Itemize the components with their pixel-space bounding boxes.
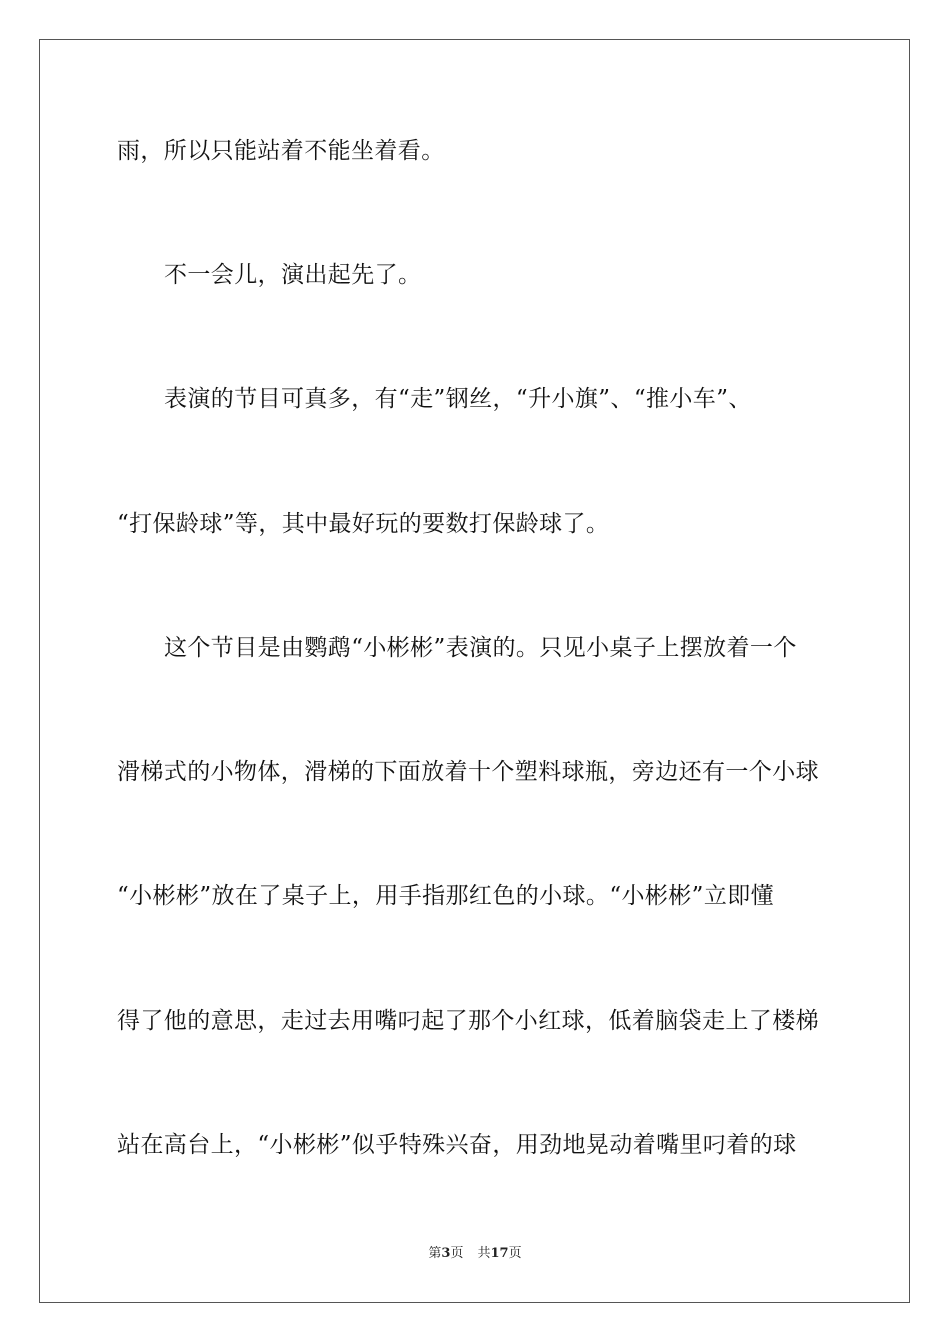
text-line-5: 这个节目是由鹦鹉“小彬彬”表演的。只见小桌子上摆放着一个 (164, 635, 797, 661)
text-line-1: 雨，所以只能站着不能坐着看。 (117, 138, 445, 164)
text-line-9: 站在高台上，“小彬彬”似乎特殊兴奋，用劲地晃动着嘴里叼着的球 (117, 1132, 797, 1158)
page-border (39, 39, 910, 1303)
total-pages: 17 (490, 1246, 509, 1261)
text-line-7: “小彬彬”放在了桌子上，用手指那红色的小球。“小彬彬”立即懂 (117, 883, 775, 909)
page-number: 3 (441, 1246, 451, 1261)
text-line-4: “打保龄球”等，其中最好玩的要数打保龄球了。 (117, 511, 610, 537)
page-footer (0, 1245, 950, 1263)
text-line-3: 表演的节目可真多，有“走”钢丝，“升小旗”、“推小车”、 (164, 386, 752, 412)
total-suffix: 页 (508, 1246, 522, 1261)
text-line-2: 不一会儿，演出起先了。 (164, 262, 422, 288)
text-line-8: 得了他的意思，走过去用嘴叼起了那个小红球，低着脑袋走上了楼梯 (117, 1008, 819, 1034)
page-prefix: 第 (428, 1246, 442, 1261)
page-suffix: 页 (450, 1246, 464, 1261)
total-prefix: 共 (477, 1246, 491, 1261)
text-line-6: 滑梯式的小物体，滑梯的下面放着十个塑料球瓶，旁边还有一个小球 (117, 759, 819, 785)
